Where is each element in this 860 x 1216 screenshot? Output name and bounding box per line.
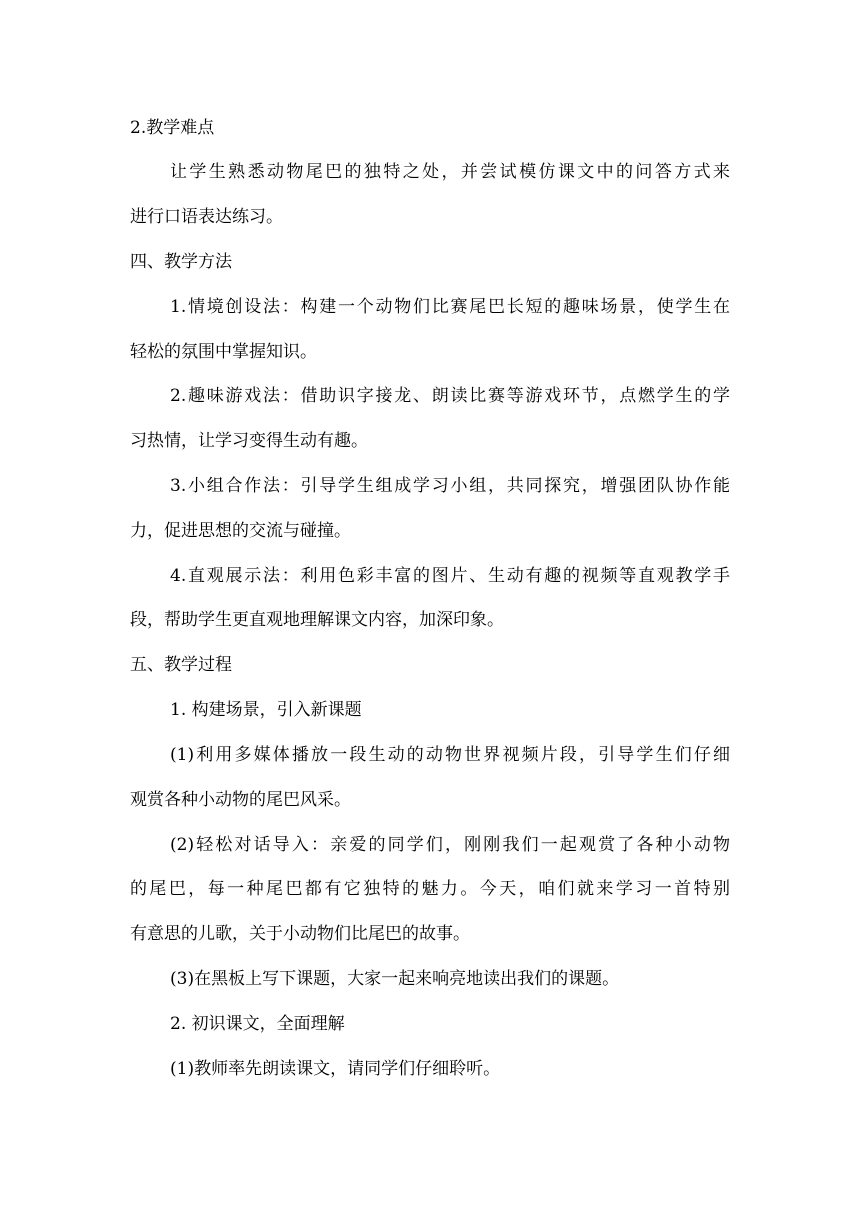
heading-teaching-difficulty: 2.教学难点 <box>130 118 215 138</box>
paragraph-line: 的尾巴，每一种尾巴都有它独特的魅力。今天，咱们就来学习一首特别 <box>130 879 730 899</box>
paragraph-line: 1.情境创设法：构建一个动物们比赛尾巴长短的趣味场景，使学生在 <box>170 297 730 317</box>
paragraph-line: 2.趣味游戏法：借助识字接龙、朗读比赛等游戏环节，点燃学生的学 <box>170 386 730 406</box>
paragraph-line: 轻松的氛围中掌握知识。 <box>130 342 317 362</box>
paragraph-line: 让学生熟悉动物尾巴的独特之处，并尝试模仿课文中的问答方式来 <box>170 162 730 182</box>
paragraph-line: (1)教师率先朗读课文，请同学们仔细聆听。 <box>170 1059 501 1079</box>
paragraph-line: 观赏各种小动物的尾巴风采。 <box>130 790 351 810</box>
subheading-initial-reading: 2. 初识课文，全面理解 <box>170 1014 345 1034</box>
paragraph-line: 4.直观展示法：利用色彩丰富的图片、生动有趣的视频等直观教学手 <box>170 566 730 586</box>
heading-teaching-methods: 四、教学方法 <box>130 252 232 272</box>
paragraph-line: 有意思的儿歌，关于小动物们比尾巴的故事。 <box>130 924 470 944</box>
paragraph-line: 3.小组合作法：引导学生组成学习小组，共同探究，增强团队协作能 <box>170 476 730 496</box>
paragraph-line: (3)在黑板上写下课题，大家一起来响亮地读出我们的课题。 <box>170 969 620 989</box>
paragraph-line: (1)利用多媒体播放一段生动的动物世界视频片段，引导学生们仔细 <box>170 745 730 765</box>
heading-teaching-process: 五、教学过程 <box>130 655 232 675</box>
paragraph-line: (2)轻松对话导入：亲爱的同学们，刚刚我们一起观赏了各种小动物 <box>170 835 730 855</box>
subheading-build-scene: 1. 构建场景，引入新课题 <box>170 700 362 720</box>
paragraph-line: 力，促进思想的交流与碰撞。 <box>130 521 351 541</box>
paragraph-line: 习热情，让学习变得生动有趣。 <box>130 431 368 451</box>
paragraph-line: 进行口语表达练习。 <box>130 207 283 227</box>
paragraph-line: 段，帮助学生更直观地理解课文内容，加深印象。 <box>130 610 504 630</box>
